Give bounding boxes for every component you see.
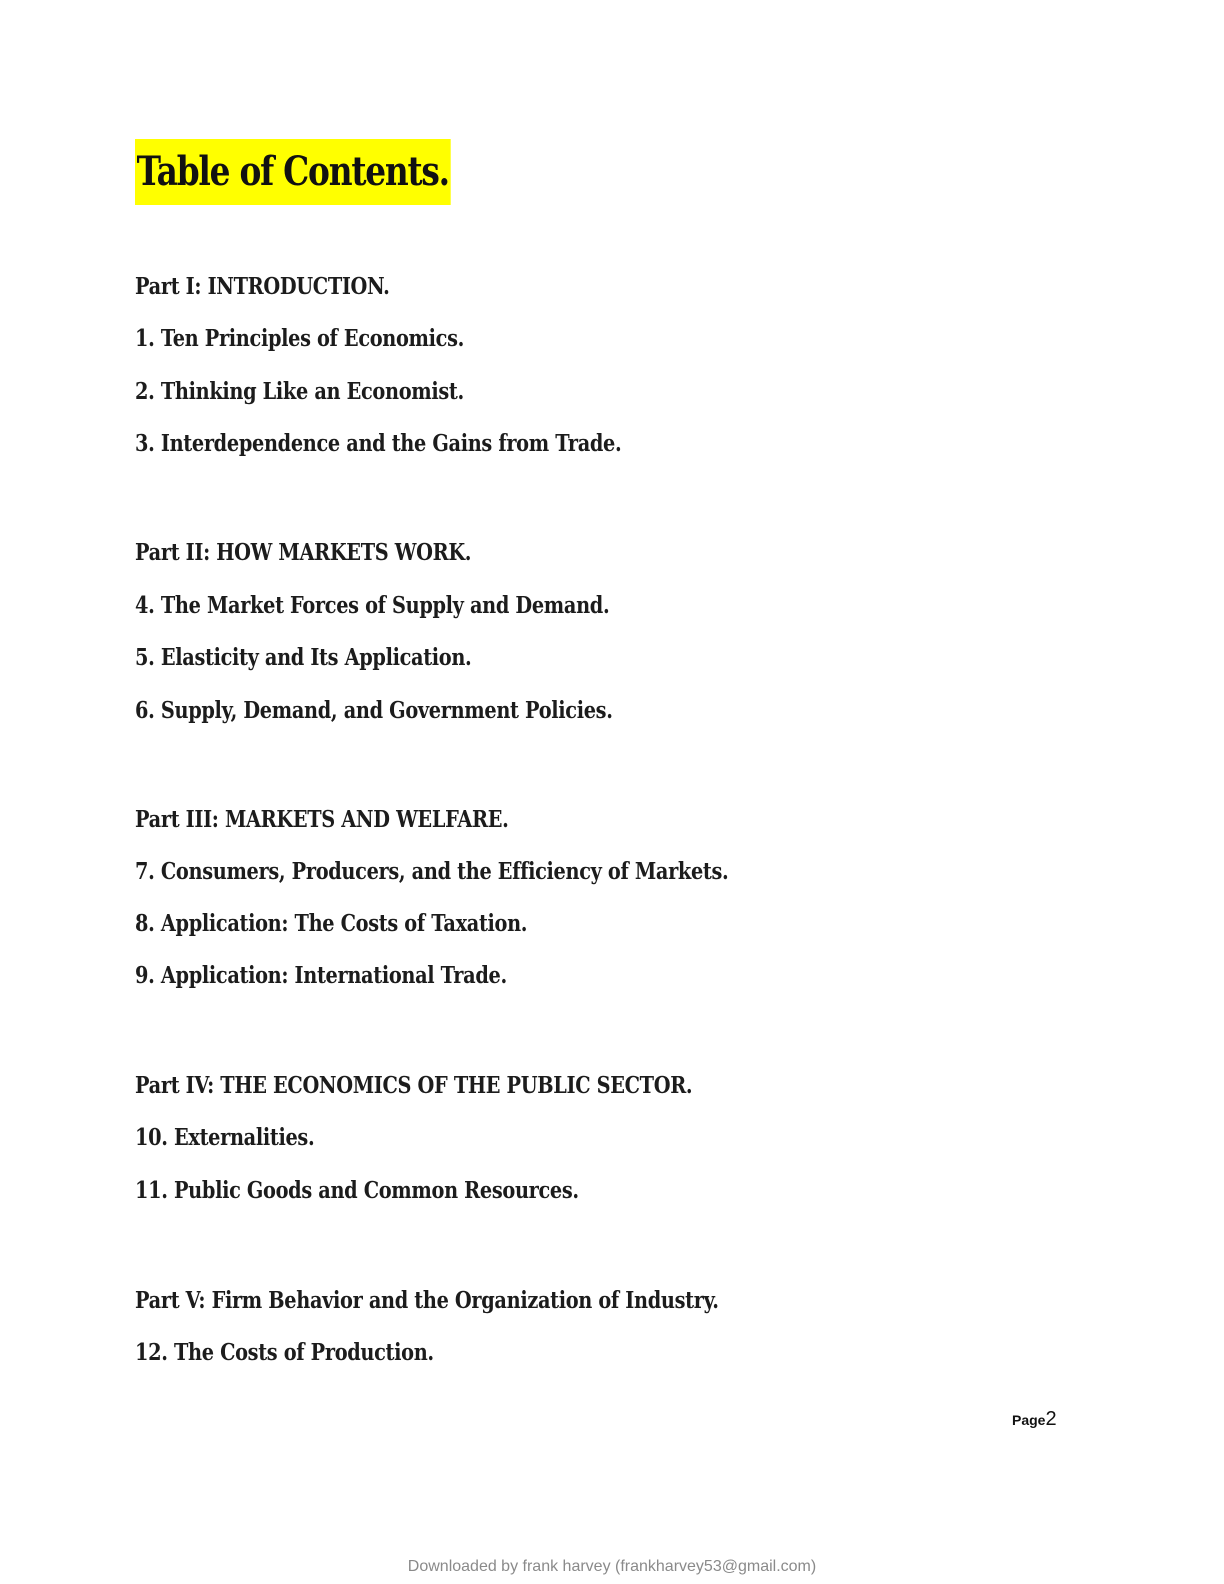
chapter-6: 6. Supply, Demand, and Government Policies. — [135, 697, 613, 724]
page-title: Table of Contents. — [135, 139, 450, 205]
part-heading-2: Part II: HOW MARKETS WORK. — [135, 539, 472, 566]
chapter-3: 3. Interdependence and the Gains from Trade. — [135, 430, 622, 457]
chapter-9: 9. Application: International Trade. — [135, 962, 507, 989]
chapter-4: 4. The Market Forces of Supply and Demand. — [135, 592, 610, 619]
chapter-8: 8. Application: The Costs of Taxation. — [135, 910, 528, 937]
download-footer: Downloaded by frank harvey (frankharvey53@gmail.com) — [407, 1558, 817, 1575]
chapter-1: 1. Ten Principles of Economics. — [135, 325, 465, 352]
part-heading-5: Part V: Firm Behavior and the Organization of Industry. — [135, 1287, 719, 1314]
page-number — [1012, 1408, 1057, 1431]
chapter-12: 12. The Costs of Production. — [135, 1339, 434, 1366]
chapter-2: 2. Thinking Like an Economist. — [135, 378, 464, 405]
part-heading-4: Part IV: THE ECONOMICS OF THE PUBLIC SECTOR. — [135, 1072, 693, 1099]
chapter-5: 5. Elasticity and Its Application. — [135, 644, 472, 671]
chapter-11: 11. Public Goods and Common Resources. — [135, 1177, 579, 1204]
page-number-label: Page — [1012, 1412, 1046, 1428]
page-number-value: 2 — [1045, 1408, 1057, 1430]
part-heading-3: Part III: MARKETS AND WELFARE. — [135, 806, 509, 833]
part-heading-1: Part I: INTRODUCTION. — [135, 273, 390, 300]
chapter-10: 10. Externalities. — [135, 1124, 315, 1151]
chapter-7: 7. Consumers, Producers, and the Efficiency of Markets. — [135, 858, 729, 885]
